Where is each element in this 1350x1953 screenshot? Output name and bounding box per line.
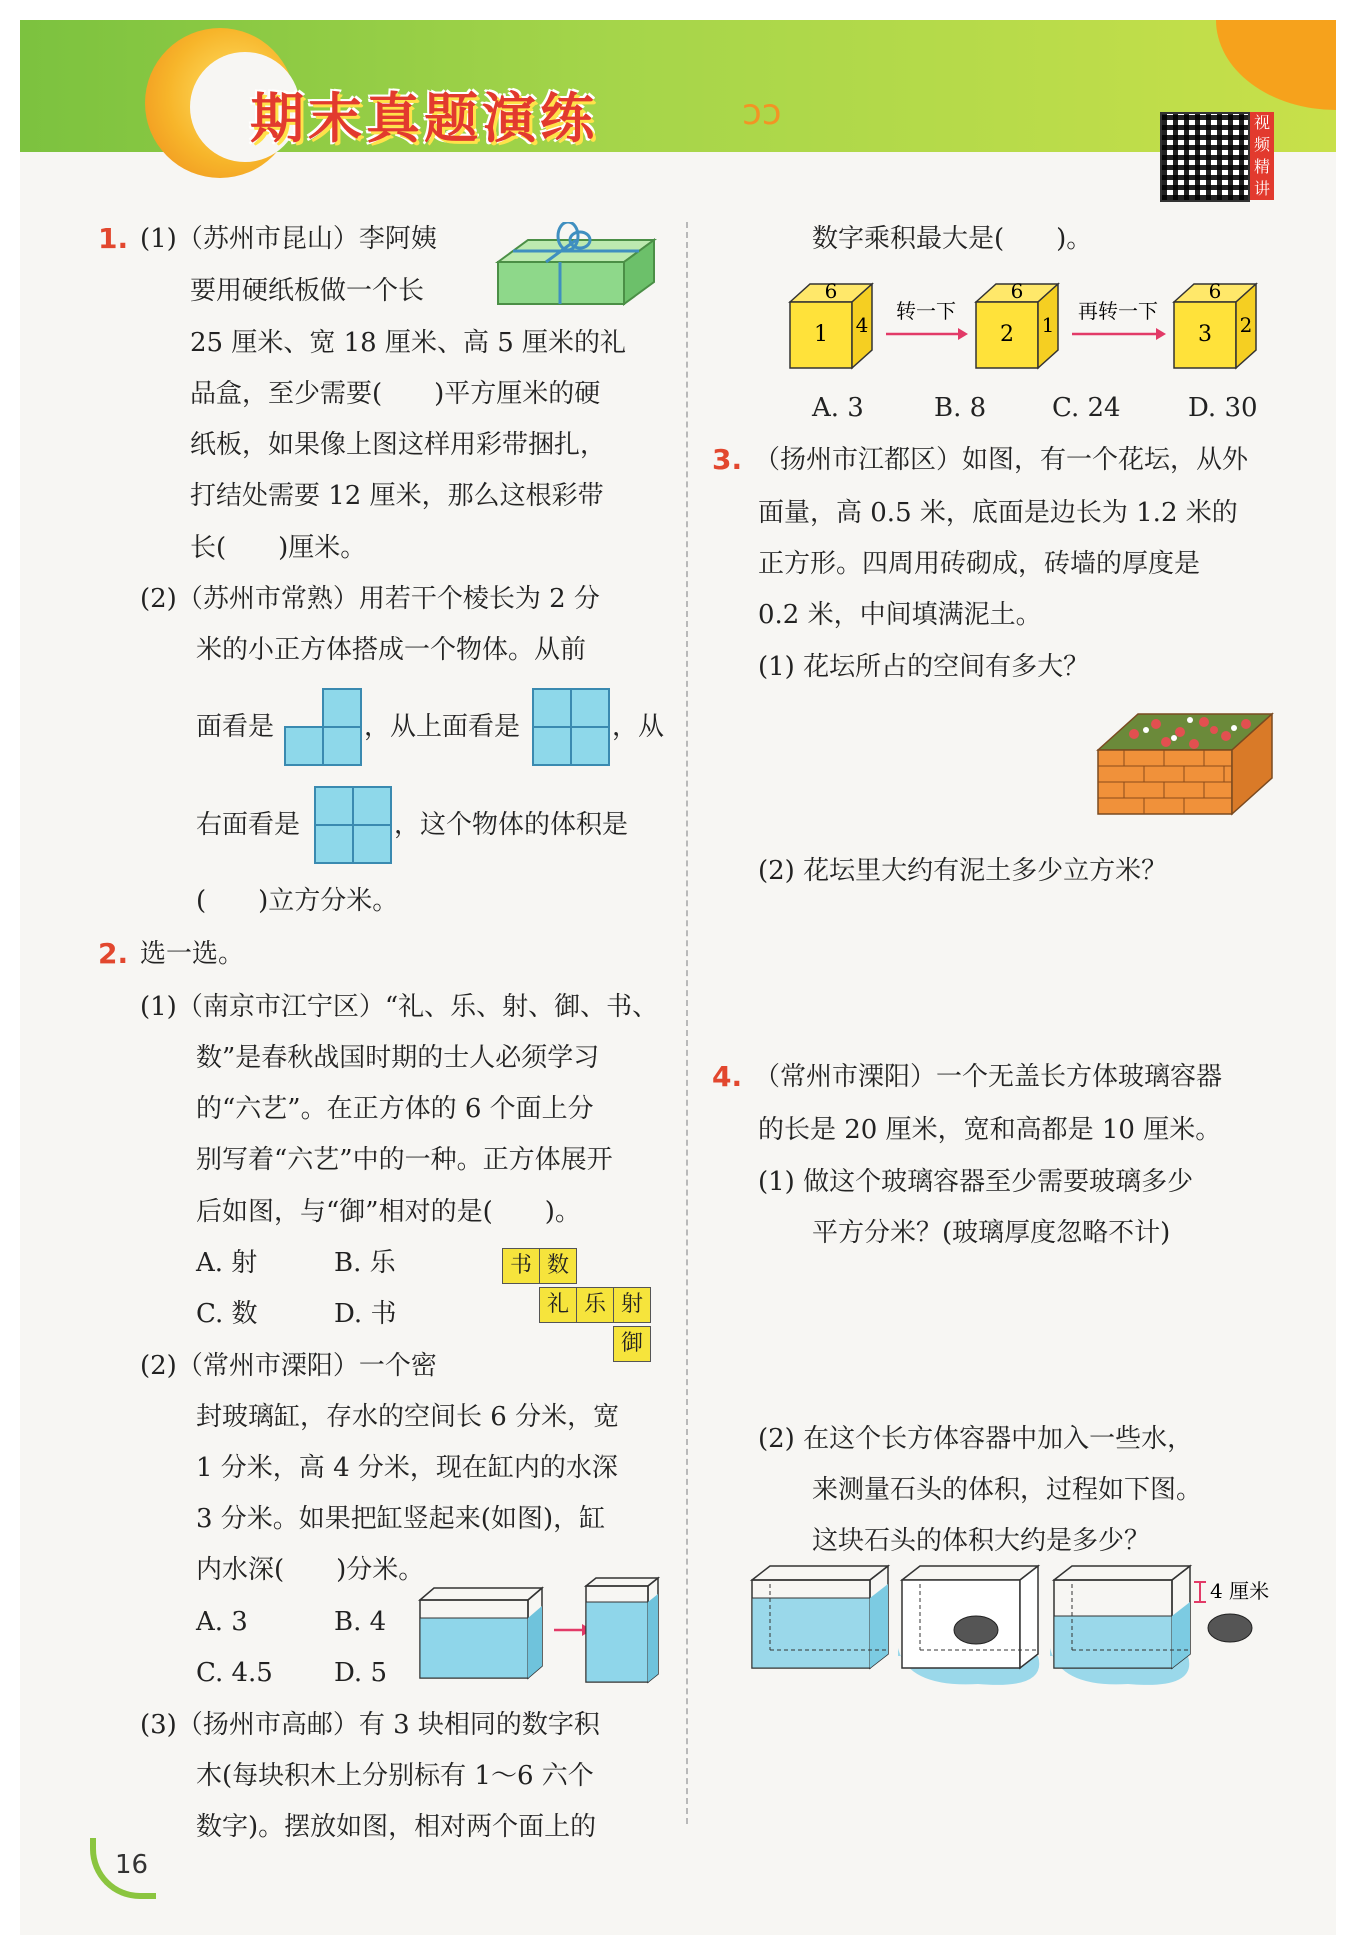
page-title: 期末真题演练	[250, 87, 598, 150]
option-a: A. 3	[812, 393, 864, 423]
net-face: 礼	[539, 1287, 577, 1323]
flower-bed-illustration	[1094, 702, 1276, 820]
right-view-square	[352, 824, 392, 864]
q1-p1-line: 品盒，至少需要( )平方厘米的硬	[190, 379, 601, 409]
q1-p1-line: 打结处需要 12 厘米，那么这根彩带	[190, 481, 604, 511]
cube-1-side: 4	[855, 313, 869, 337]
q2-p3-continued: 数字乘积最大是( )。	[812, 224, 1093, 254]
q1-p2-line: 米的小正方体搭成一个物体。从前	[196, 635, 587, 665]
q3-text-line: 正方形。四周用砖砌成，砖墙的厚度是	[758, 549, 1201, 579]
q2-p3-line: 木(每块积木上分别标有 1～6 六个	[196, 1761, 594, 1791]
q2-p2-line: 1 分米，高 4 分米，现在缸内的水深	[196, 1453, 618, 1483]
cube-1-top: 6	[824, 279, 838, 303]
q2-p3-line: (3)（扬州市高邮）有 3 块相同的数字积	[140, 1710, 600, 1740]
q4-sub-2-line: (2) 在这个长方体容器中加入一些水，	[758, 1424, 1194, 1454]
glass-tank-illustration	[414, 1572, 664, 1686]
right-view-square	[352, 786, 392, 826]
option-d: D. 5	[334, 1658, 387, 1688]
cube-1-front: 1	[814, 322, 828, 347]
q1-p1-line: 要用硬纸板做一个长	[190, 276, 425, 306]
number-cubes-illustration	[786, 276, 1276, 376]
right-view-square	[314, 786, 354, 826]
cube-2-top: 6	[1010, 279, 1024, 303]
question-number-3: 3.	[712, 443, 743, 476]
q3-text-line: 面量，高 0.5 米，底面是边长为 1.2 米的	[758, 498, 1238, 528]
q1-p2-line: (2)（苏州市常熟）用若干个棱长为 2 分	[140, 584, 600, 614]
net-face: 数	[539, 1248, 577, 1284]
top-view-square	[570, 726, 610, 766]
q4-sub-2-line: 这块石头的体积大约是多少？	[812, 1526, 1151, 1556]
q1-answer-blank: ( )立方分米。	[196, 886, 399, 916]
cube-2-front: 2	[1000, 322, 1014, 347]
qr-label: 视频精讲	[1250, 112, 1274, 200]
q2-p1-line: 的“六艺”。在正方体的 6 个面上分	[196, 1094, 594, 1124]
q1-right-view-label: 右面看是	[196, 810, 301, 840]
cube-2-side: 1	[1041, 313, 1055, 337]
q2-p1-line: 别写着“六艺”中的一种。正方体展开	[196, 1145, 613, 1175]
column-divider	[686, 222, 688, 1824]
option-b: B. 8	[934, 393, 987, 423]
top-view-square	[532, 726, 572, 766]
water-displacement-illustration	[748, 1560, 1282, 1690]
q3-sub-2: (2) 花坛里大约有泥土多少立方米？	[758, 856, 1168, 886]
option-b: B. 乐	[334, 1248, 396, 1278]
gift-box-illustration	[488, 222, 658, 314]
net-face: 乐	[576, 1287, 614, 1323]
arrow-1-label: 转一下	[896, 299, 956, 323]
option-c: C. 4.5	[196, 1658, 273, 1688]
question-number-2: 2.	[98, 937, 129, 970]
q3-text-line: （扬州市江都区）如图，有一个花坛，从外	[754, 445, 1249, 475]
option-b: B. 4	[334, 1607, 387, 1637]
qr-code-icon[interactable]	[1160, 112, 1250, 202]
swirl-decoration-icon: ↄↄ	[742, 92, 782, 133]
q2-p3-line: 数字)。摆放如图，相对两个面上的	[196, 1812, 597, 1842]
q3-sub-1: (1) 花坛所占的空间有多大？	[758, 652, 1090, 682]
q3-text-line: 0.2 米，中间填满泥土。	[758, 600, 1042, 630]
net-face: 书	[502, 1248, 540, 1284]
q2-title: 选一选。	[140, 939, 245, 969]
net-face: 御	[613, 1326, 651, 1362]
q2-p1-line: 数”是春秋战国时期的士人必须学习	[196, 1043, 600, 1073]
q1-volume-label: ，这个物体的体积是	[394, 810, 629, 840]
q2-p2-line: 内水深( )分米。	[196, 1555, 425, 1585]
question-number-1: 1.	[98, 222, 129, 255]
question-number-4: 4.	[712, 1060, 743, 1093]
arrow-2-label: 再转一下	[1078, 299, 1158, 323]
option-d: D. 书	[334, 1299, 397, 1329]
cube-3-front: 3	[1198, 322, 1212, 347]
front-view-square	[322, 726, 362, 766]
option-c: C. 24	[1052, 393, 1121, 423]
front-view-square	[284, 726, 324, 766]
q2-p2-line: 封玻璃缸，存水的空间长 6 分米，宽	[196, 1402, 620, 1432]
q4-text-line: （常州市溧阳）一个无盖长方体玻璃容器	[754, 1062, 1223, 1092]
q1-p1-line: 25 厘米、宽 18 厘米、高 5 厘米的礼	[190, 328, 627, 358]
q1-from-label: ，从	[612, 712, 665, 742]
cube-3-top: 6	[1208, 279, 1222, 303]
net-face: 射	[613, 1287, 651, 1323]
q4-sub-1-line: 平方分米？(玻璃厚度忽略不计)	[812, 1218, 1171, 1248]
q4-sub-1-line: (1) 做这个玻璃容器至少需要玻璃多少	[758, 1167, 1194, 1197]
q1-p1-line: 长( )厘米。	[190, 533, 367, 563]
top-view-square	[570, 688, 610, 728]
cube-3-side: 2	[1239, 313, 1253, 337]
page-number: 16	[115, 1850, 149, 1880]
water-rise-label: 4 厘米	[1210, 1579, 1270, 1603]
q2-p2-line: (2)（常州市溧阳）一个密	[140, 1351, 437, 1381]
q2-p1-line: 后如图，与“御”相对的是( )。	[196, 1197, 581, 1227]
option-d: D. 30	[1188, 393, 1258, 423]
q4-sub-2-line: 来测量石头的体积，过程如下图。	[812, 1475, 1203, 1505]
front-view-square	[322, 688, 362, 728]
option-a: A. 3	[196, 1607, 248, 1637]
q2-p1-line: (1)（南京市江宁区）“礼、乐、射、御、书、	[140, 992, 659, 1022]
q1-front-view-label: 面看是	[196, 712, 275, 742]
q4-text-line: 的长是 20 厘米，宽和高都是 10 厘米。	[758, 1115, 1222, 1145]
option-c: C. 数	[196, 1299, 258, 1329]
option-a: A. 射	[196, 1248, 258, 1278]
top-view-square	[532, 688, 572, 728]
q1-p1-line: (1)（苏州市昆山）李阿姨	[140, 224, 437, 254]
right-view-square	[314, 824, 354, 864]
q1-p1-line: 纸板，如果像上图这样用彩带捆扎，	[190, 430, 607, 460]
q2-p2-line: 3 分米。如果把缸竖起来(如图)，缸	[196, 1504, 606, 1534]
q1-top-view-label: ，从上面看是	[364, 712, 521, 742]
